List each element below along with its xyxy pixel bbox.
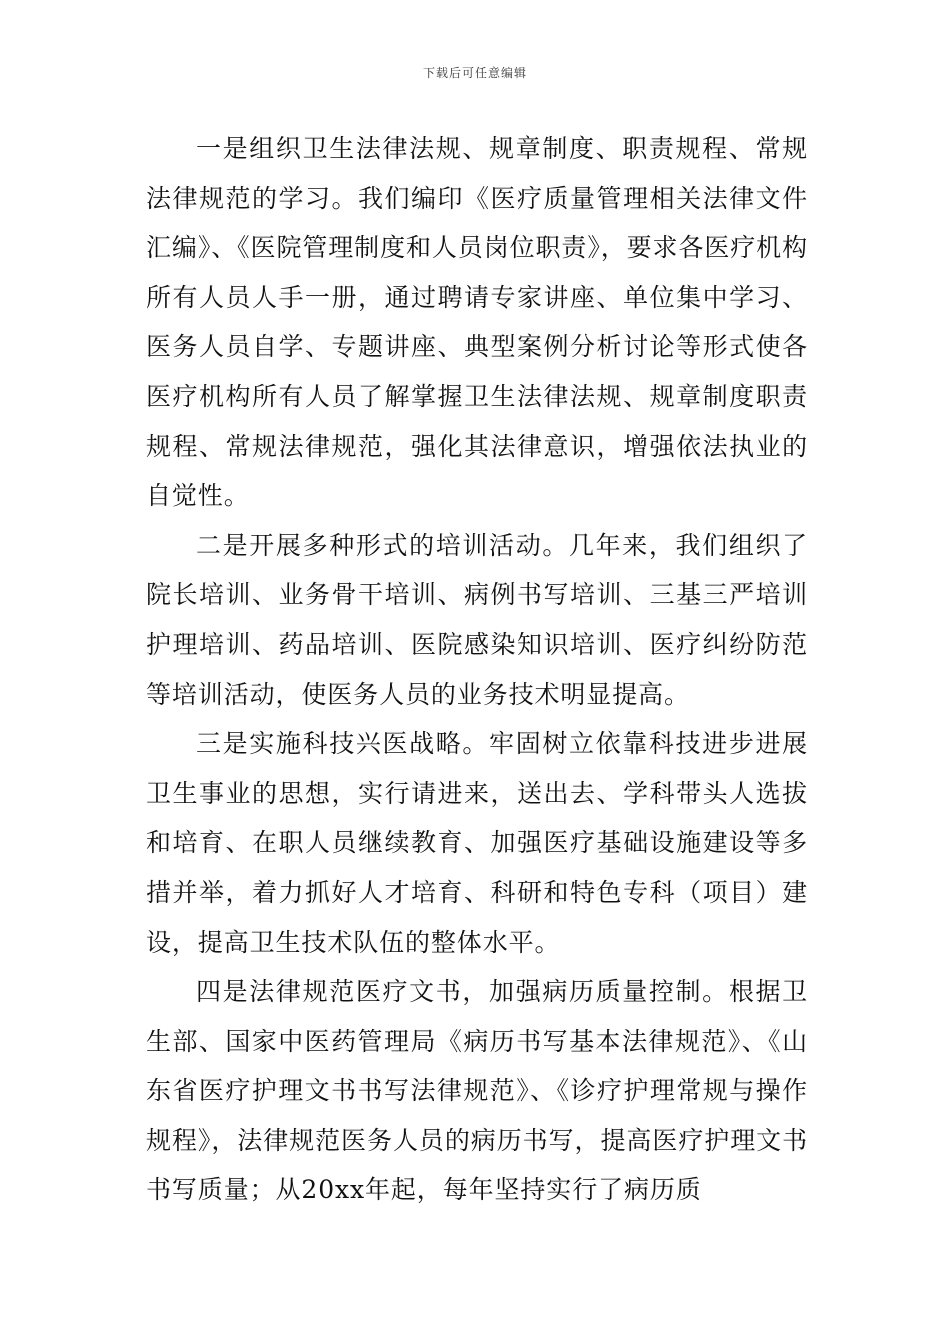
paragraph-3: 三是实施科技兴医战略。牢固树立依靠科技进步进展卫生事业的思想，实行请进来，送出去、学科带头人选拔和培育、在职人员继续教育、加强医疗基础设施建设等多措并举，着力抓好人才培育、科研和特色专科（项目）建设，提高卫生技术队伍的整体水平。 (146, 729, 808, 957)
paragraph-2: 二是开展多种形式的培训活动。几年来，我们组织了院长培训、业务骨干培训、病例书写培训、三基三严培训护理培训、药品培训、医院感染知识培训、医疗纠纷防范等培训活动，使医务人员的业务技术明显提高。 (146, 530, 808, 709)
paragraph-1: 一是组织卫生法律法规、规章制度、职责规程、常规法律规范的学习。我们编印《医疗质量管理相关法律文件汇编》、《医院管理制度和人员岗位职责》，要求各医疗机构所有人员人手一册，通过聘请专家讲座、单位集中学习、医务人员自学、专题讲座、典型案例分析讨论等形式使各医疗机构所有人员了解掌握卫生法律法规、规章制度职责规程、常规法律规范，强化其法律意识，增强依法执业的自觉性。 (146, 134, 808, 511)
paragraph-4: 四是法律规范医疗文书，加强病历质量控制。根据卫生部、国家中医药管理局《病历书写基本法律规范》、《山东省医疗护理文书书写法律规范》、《诊疗护理常规与操作规程》，法律规范医务人员的病历书写，提高医疗护理文书书写质量；从20xx年起，每年坚持实行了病历质 (146, 977, 808, 1205)
document-body (146, 124, 808, 1215)
page-header: 下载后可任意编辑 (422, 66, 527, 80)
